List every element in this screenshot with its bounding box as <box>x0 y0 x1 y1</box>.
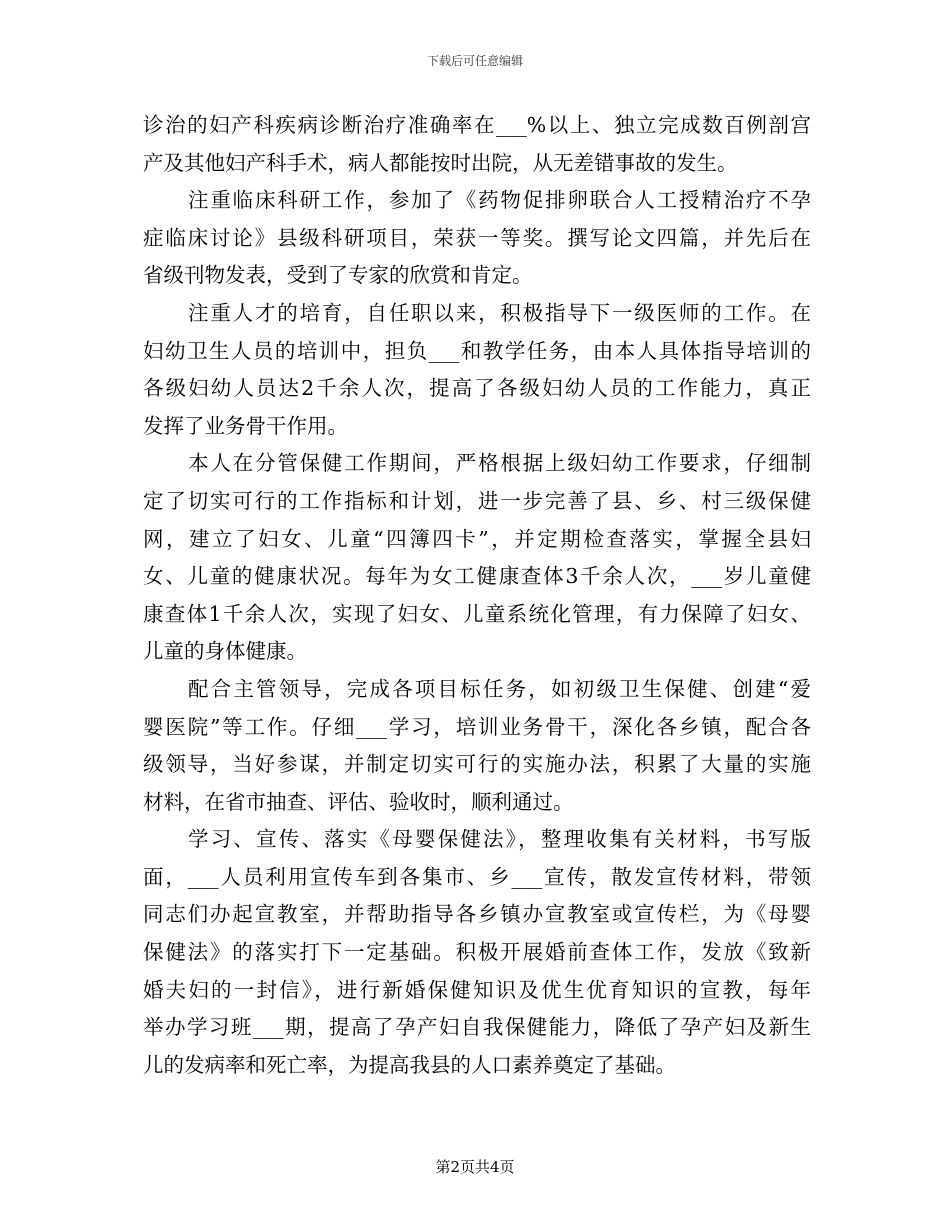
text-line: 儿的发病率和死亡率，为提高我县的人口素养奠定了基础。 <box>143 1052 676 1077</box>
text-line: 配合主管领导，完成各项目标任务，如初级卫生保健、创建“爱 <box>188 676 811 701</box>
text-line: 儿童的身体健康。 <box>143 639 307 664</box>
text-line: 诊治的妇产科疾病诊断治疗准确率在___%以上、独立完成数百例剖宫 <box>143 113 811 137</box>
text-line: 面，___人员利用宣传车到各集市、乡___宣传，散发宣传材料，带领 <box>143 864 811 889</box>
text-line: 康查体1千余人次，实现了妇女、儿童系统化管理，有力保障了妇女、 <box>143 601 811 626</box>
text-line: 省级刊物发表，受到了专家的欣赏和肯定。 <box>143 263 533 288</box>
text-line: 学习、宣传、落实《母婴保健法》，整理收集有关材料，书写版 <box>188 827 811 852</box>
document-body <box>143 107 811 1084</box>
text-line: 保健法》的落实打下一定基础。积极开展婚前查体工作，发放《致新 <box>143 940 811 965</box>
text-line: 产及其他妇产科手术，病人都能按时出院，从无差错事故的发生。 <box>143 150 738 175</box>
text-line: 定了切实可行的工作指标和计划，进一步完善了县、乡、村三级保健 <box>143 488 811 513</box>
text-line: 举办学习班___期，提高了孕产妇自我保健能力，降低了孕产妇及新生 <box>143 1015 811 1040</box>
text-line: 网，建立了妇女、儿童“四簿四卡”，并定期检查落实，掌握全县妇 <box>143 526 811 551</box>
text-line: 级领导，当好参谋，并制定切实可行的实施办法，积累了大量的实施 <box>143 752 811 777</box>
text-line: 本人在分管保健工作期间，严格根据上级妇幼工作要求，仔细制 <box>188 451 811 476</box>
text-line: 注重人才的培育，自任职以来，积极指导下一级医师的工作。在 <box>188 300 811 325</box>
page-number: 第2页共4页 <box>435 1158 515 1176</box>
text-line: 症临床讨论》县级科研项目，荣获一等奖。撰写论文四篇，并先后在 <box>143 225 811 250</box>
text-line: 女、儿童的健康状况。每年为女工健康查体3千余人次，___岁儿童健 <box>143 564 811 589</box>
text-line: 同志们办起宣教室，并帮助指导各乡镇办宣教室或宣传栏，为《母婴 <box>143 902 811 927</box>
text-line: 妇幼卫生人员的培训中，担负___和教学任务，由本人具体指导培训的 <box>143 338 811 363</box>
text-line: 注重临床科研工作，参加了《药物促排卵联合人工授精治疗不孕 <box>188 188 811 213</box>
text-line: 发挥了业务骨干作用。 <box>143 413 348 438</box>
text-line: 婴医院”等工作。仔细___学习，培训业务骨干，深化各乡镇，配合各 <box>143 714 811 739</box>
page-header: 下载后可任意编辑 <box>426 54 523 68</box>
text-line: 婚夫妇的一封信》，进行新婚保健知识及优生优育知识的宣教，每年 <box>143 977 811 1002</box>
text-line: 材料，在省市抽查、评估、验收时，顺利通过。 <box>143 789 574 814</box>
text-line: 各级妇幼人员达2千余人次，提高了各级妇幼人员的工作能力，真正 <box>143 376 811 401</box>
